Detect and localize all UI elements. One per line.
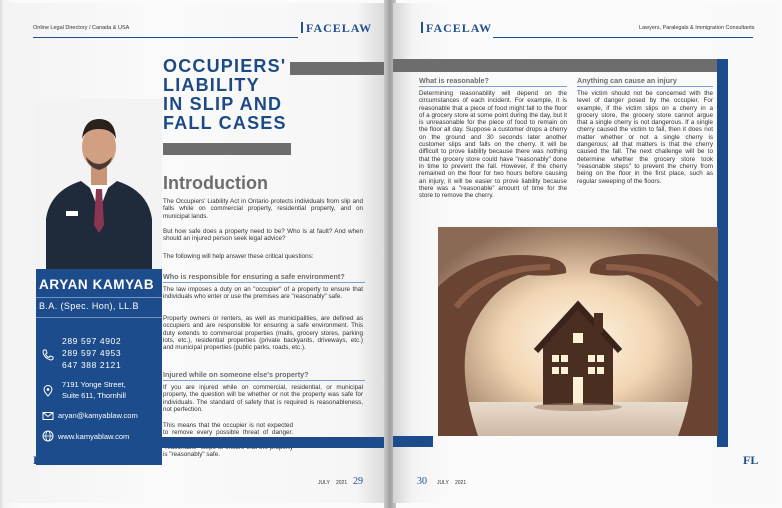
- magazine-logo: FL: [743, 453, 759, 467]
- bottom-accent-bar: [393, 436, 433, 447]
- section-paragraph: Property owners or renters, as well as municipalities, are defined as occupiers and are responsible for ensuring a safe environment. This duty extends to commercial properties (malls, grocery stores, parking lots, etc.), residential properties (private backyards, driveways, etc.) and municipal properties (public parks, roads, etc.).: [163, 315, 363, 352]
- phone-icon: [42, 349, 54, 361]
- section-paragraph: The law imposes a duty on an "occupier" of a property to ensure that individuals who enter or use the premises are "reasonably" safe.: [163, 286, 363, 301]
- header-brand: [421, 21, 492, 36]
- footer-month: JULY: [318, 480, 330, 486]
- brand-bar: [421, 22, 423, 33]
- brand-text: FACELAW: [426, 21, 493, 35]
- globe-icon: [42, 430, 54, 442]
- house-in-hands-photo: [438, 227, 718, 436]
- footer-year: 2021: [455, 480, 467, 486]
- section-heading: What is reasonable?: [419, 76, 489, 85]
- title-line: FALL CASES: [163, 113, 287, 133]
- section-paragraph: If you are injured while on commercial, residential, or municipal property, the question will be whether or not the property was safe for individuals. The standard of safety that is required is reasonableness, not perfection.: [163, 384, 363, 413]
- page-number: 30: [417, 476, 427, 487]
- section-rule: [163, 282, 365, 283]
- title-line: OCCUPIERS': [163, 56, 287, 76]
- side-accent-bar: [717, 59, 728, 447]
- intro-heading: Introduction: [163, 173, 268, 193]
- office-address: [62, 379, 126, 401]
- section-heading: Anything can cause an injury: [577, 76, 677, 85]
- title-accent-bar: [290, 62, 387, 75]
- header-directory-label: Online Legal Directory / Canada & USA: [33, 25, 130, 31]
- address-line: Suite 611, Thornhill: [62, 391, 126, 400]
- title-underline-bar: [163, 143, 291, 155]
- section-paragraph: This means that the occupier is not expected to remove every possible threat of danger. is "reasonably" safe.: [163, 422, 293, 459]
- section-paragraph: The victim should not be concerned with the level of danger posed by the occupier. For example, if the victim slips on a cherry in a grocery store, the grocery store cannot argue that a single cherry is not dangerous. If a single cherry caused the victim to fall, then it does not matter whether or not a single cherry is dangerous; all that matters is that the cherry caused the fall. The next challenge will be to determine whether the grocery store took "reasonable steps" to prevent the cherry from being on the floor in the first place, such as regular sweeping of the floors.: [577, 90, 713, 185]
- header-rule: [33, 37, 298, 38]
- header-rule: [493, 37, 753, 38]
- page-number: 29: [353, 476, 363, 487]
- intro-paragraph: But how safe does a property need to be? Who is at fault? And when should an injured person seek legal advice?: [163, 228, 363, 243]
- card-divider: [36, 317, 162, 318]
- header-brand: [301, 21, 372, 36]
- section-rule: [163, 380, 365, 381]
- phone-number[interactable]: 289 597 4953: [62, 348, 122, 358]
- lawyer-degree: B.A. (Spec. Hon), LL.B: [39, 301, 139, 311]
- section-heading: Who is responsible for ensuring a safe environment?: [163, 272, 345, 281]
- section-rule: [419, 86, 567, 87]
- email-icon: [42, 410, 54, 422]
- top-accent-bar: [393, 59, 717, 72]
- lawyer-name: ARYAN KAMYAB: [39, 277, 155, 292]
- section-heading: Injured while on someone else's property?: [163, 370, 309, 379]
- left-page: [3, 3, 387, 503]
- intro-paragraph: The Occupiers' Liability Act in Ontario protects individuals from slip and falls while on commercial property, residential property, and on municipal lands.: [163, 198, 363, 220]
- intro-paragraph: The following will help answer these critical questions:: [163, 253, 314, 260]
- email-link[interactable]: aryan@kamyablaw.com: [58, 411, 138, 420]
- brand-text: FACELAW: [306, 21, 373, 35]
- website-link[interactable]: www.kamyablaw.com: [58, 432, 130, 441]
- phone-numbers: [62, 335, 121, 371]
- header-tagline: Lawyers, Paralegals & Immigration Consultants: [639, 25, 755, 31]
- title-line: LIABILITY: [163, 75, 260, 95]
- footer-month: JULY: [437, 480, 449, 486]
- footer-year: 2021: [336, 480, 348, 486]
- address-line: 7191 Yonge Street,: [62, 380, 126, 389]
- article-title: [163, 57, 303, 133]
- magazine-logo: FL: [33, 453, 49, 467]
- lawyer-portrait: [36, 99, 162, 269]
- phone-number[interactable]: 289 597 4902: [62, 336, 122, 346]
- bottom-accent-bar: [156, 437, 387, 448]
- contact-card: [36, 269, 162, 465]
- section-rule: [577, 86, 713, 87]
- right-page: [393, 3, 779, 503]
- title-line: IN SLIP AND: [163, 94, 283, 114]
- card-divider: [36, 297, 162, 298]
- brand-bar: [301, 22, 303, 33]
- phone-number[interactable]: 647 388 2121: [62, 360, 122, 370]
- section-paragraph: Determining reasonability will depend on the circumstances of each incident. For example, it is reasonable that a piece of food might fall to the floor of a grocery store at some point during the day, but it is unreasonable for the piece of food to remain on the floor all day. Suppose a customer drops a cherry on the ground and 30 seconds later another customer slips and falls on the cherry. It will be difficult to prove liability because there was nothing that the grocery store could have "reasonably" done in time to prevent the fall. However, if the cherry remained on the floor for two hours before causing an injury, it will be easier to prove liability because there was a "reasonable" amount of time for the store to remove the cherry.: [419, 90, 567, 200]
- location-pin-icon: [42, 385, 54, 397]
